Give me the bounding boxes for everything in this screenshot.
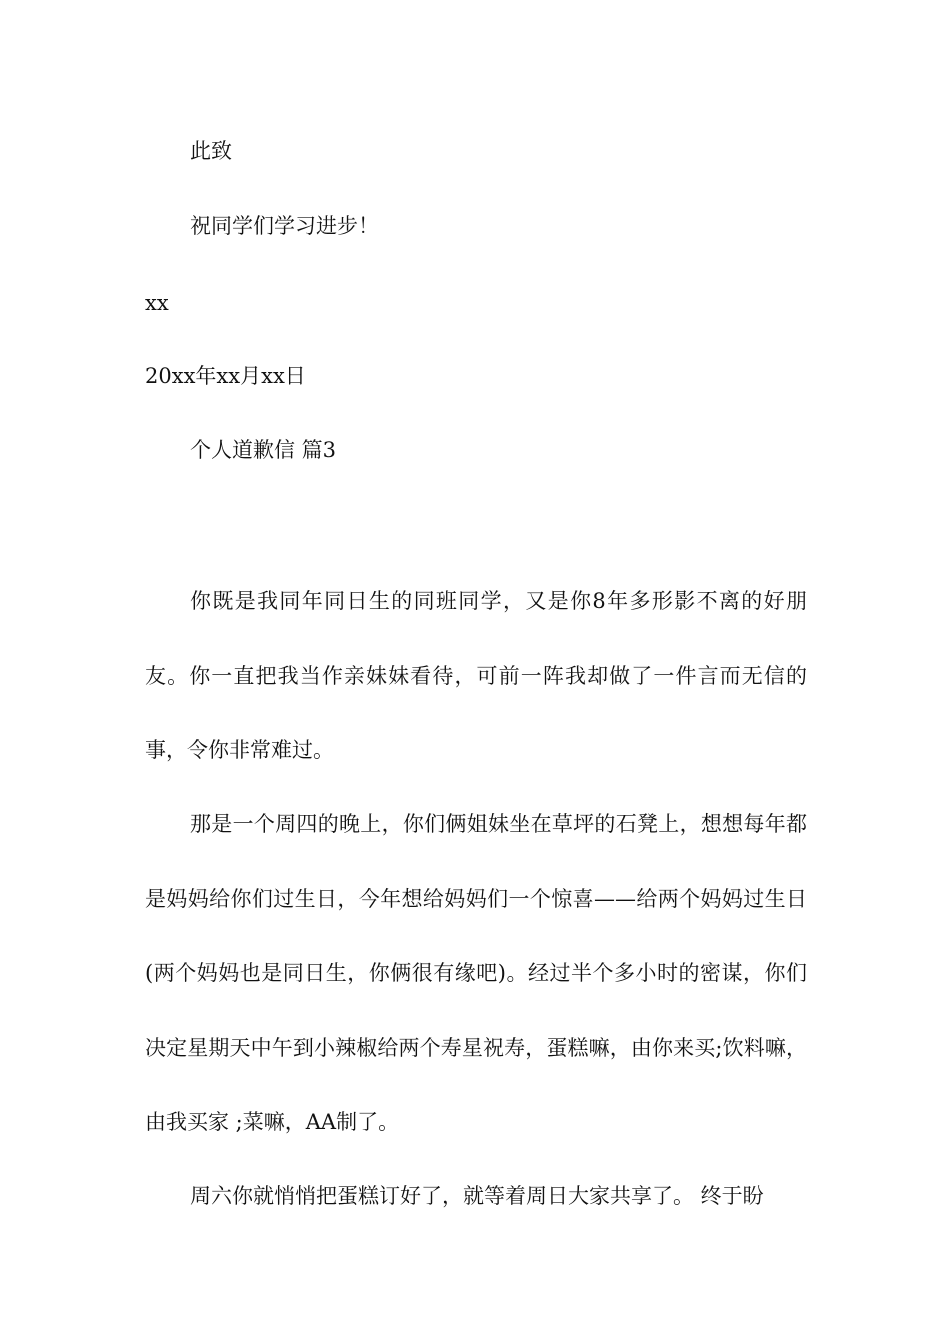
section-heading: 个人道歉信 篇3 [190,438,337,462]
body-paragraph-1: 你既是我同年同日生的同班同学，又是你8年多形影不离的好朋友。你一直把我当作亲妹妹看待，可前一阵我却做了一件言而无信的事，令你非常难过。 [145,589,807,762]
closing-wish: 祝同学们学习进步！ [190,214,379,238]
letter-date: 20xx年xx月xx日 [145,364,306,388]
closing-salutation: 此致 [190,139,232,163]
signature: xx [145,291,169,315]
body-paragraph-2: 那是一个周四的晚上，你们俩姐妹坐在草坪的石凳上，想想每年都是妈妈给你们过生日，今年想给妈妈们一个惊喜——给两个妈妈过生日(两个妈妈也是同日生，你俩很有缘吧)。经过半个多小时的密谋，你们决定星期天中午到小辣椒给两个寿星祝寿，蛋糕嘛，由你来买;饮料嘛，由我买家 ;菜嘛，AA制了。 [145,812,807,1134]
body-paragraph-3: 周六你就悄悄把蛋糕订好了，就等着周日大家共享了。 终于盼 [190,1184,764,1208]
